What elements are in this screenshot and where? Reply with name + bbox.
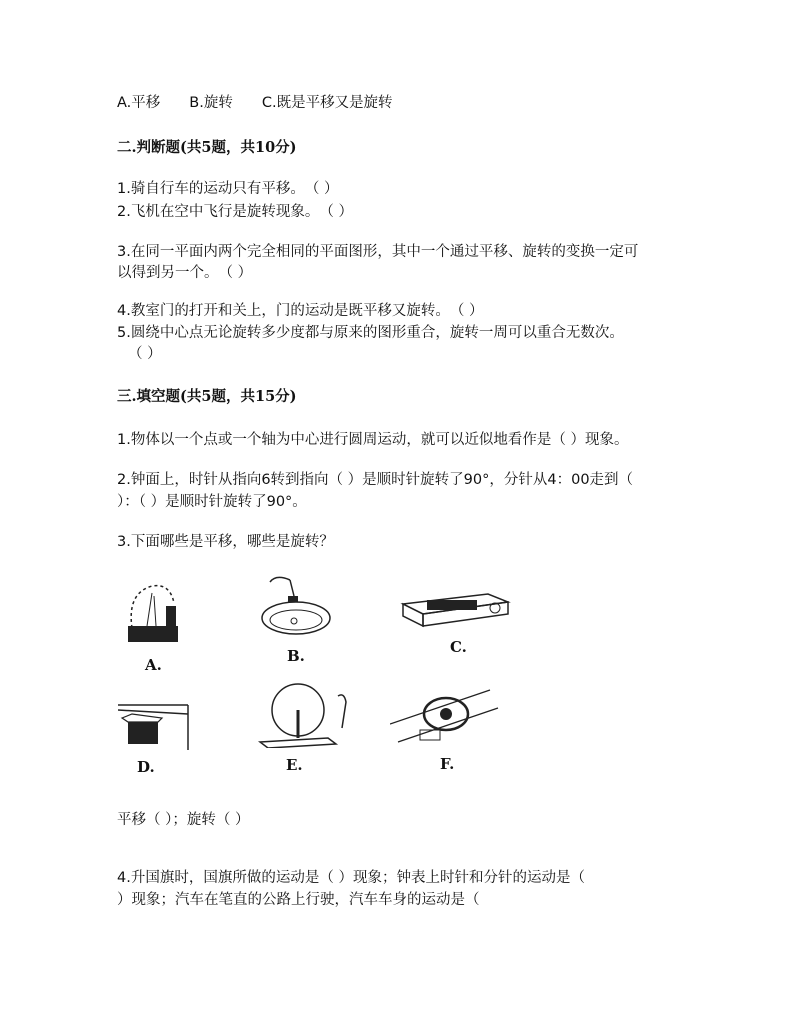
fill-item-3-answer: 平移（ ）；旋转（ ）: [117, 812, 250, 828]
judge-item-3-line1: 3.在同一平面内两个完全相同的平面图形，其中一个通过平移、旋转的变换一定可: [117, 244, 639, 260]
section-title-judge: 二.判断题(共5题，共10分): [117, 139, 297, 156]
judge-item-3-line2: 以得到另一个。 （ ）: [117, 265, 253, 281]
picture-label-d: D.: [137, 758, 155, 776]
picture-label-e: E.: [286, 756, 303, 774]
picture-a-swing: [122, 578, 182, 648]
fill-item-3: 3.下面哪些是平移，哪些是旋转？: [117, 534, 334, 550]
fill-item-4-line2: ）现象；汽车在笔直的公路上行驶，汽车车身的运动是（: [117, 892, 480, 908]
picture-label-c: C.: [450, 638, 467, 656]
picture-c-abacus: [393, 584, 513, 634]
picture-e-fan: [258, 682, 358, 748]
judge-item-5-line2: （ ）: [128, 346, 162, 362]
section-title-fill: 三.填空题(共5题，共15分): [117, 388, 297, 405]
judge-item-5-line1: 5.圆绕中心点无论旋转多少度都与原来的图形重合，旋转一周可以重合无数次。: [117, 325, 624, 341]
picture-label-a: A.: [145, 656, 162, 674]
judge-item-2: 2.飞机在空中飞行是旋转现象。 （ ）: [117, 204, 353, 220]
fill-item-2-line1: 2.钟面上，时针从指向6转到指向（ ）是顺时针旋转了90°，分针从4：00走到（: [117, 472, 634, 488]
fill-item-2-line2: ）：（ ）是顺时针旋转了90°。: [117, 494, 307, 510]
picture-d-drawer: [118, 700, 193, 755]
judge-item-1: 1.骑自行车的运动只有平移。 （ ）: [117, 181, 339, 197]
picture-b-sink: [256, 574, 336, 644]
picture-f-steering-wheel: [390, 684, 500, 750]
judge-item-4: 4.教室门的打开和关上，门的运动是既平移又旋转。 （ ）: [117, 303, 484, 319]
fill-item-4-line1: 4.升国旗时，国旗所做的运动是（ ）现象；钟表上时针和分针的运动是（: [117, 870, 585, 886]
picture-label-f: F.: [440, 755, 455, 773]
fill-item-1: 1.物体以一个点或一个轴为中心进行圆周运动，就可以近似地看作是（ ）现象。: [117, 432, 629, 448]
choice-options: A.平移 B.旋转 C.既是平移又是旋转: [117, 95, 393, 111]
picture-label-b: B.: [287, 647, 305, 665]
